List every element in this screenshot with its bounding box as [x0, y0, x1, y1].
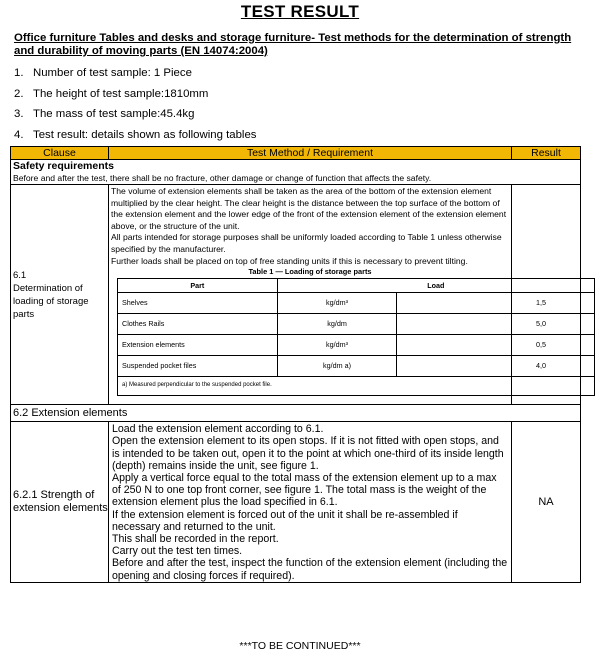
table-row — [11, 160, 581, 185]
header-result: Result — [512, 147, 581, 160]
col-part: Part — [118, 279, 278, 293]
method-line: Apply a vertical force equal to the total mass of the extension element up to a max of 250 N to one top front corner, see figure 1. The total mass is the weight of the extension element plus the load specified in 6.1. — [112, 471, 497, 509]
clause-6-2-1: 6.2.1 Strength of extension elements — [11, 422, 109, 583]
result-6-1 — [512, 185, 581, 405]
col-load: Load — [277, 279, 594, 293]
table-row: Extension elements kg/dm³ 0,5 — [118, 335, 595, 356]
method-line: Before and after the test, inspect the function of the extension element (including the opening and closing forces if required). — [112, 557, 508, 582]
continued-note: ***TO BE CONTINUED*** — [239, 640, 361, 652]
header-method: Test Method / Requirement — [109, 147, 512, 160]
result-6-2-1: NA — [512, 422, 581, 583]
test-result-table — [10, 146, 581, 583]
table-row — [11, 422, 581, 583]
method-line: Load the extension element according to 6.1. — [112, 423, 324, 436]
table-footnote: a) Measured perpendicular to the suspended pocket file. — [118, 377, 595, 396]
para-further-loads: Further loads shall be placed on top of free standing units if this is necessary to prevent tilting. — [111, 255, 468, 266]
clause-6-1: 6.1 Determination of loading of storage parts — [11, 185, 109, 405]
safety-text: Before and after the test, there shall be no fracture, other damage or change of function that affects the safety. — [13, 173, 432, 183]
list-item: 3. The mass of test sample:45.4kg — [14, 108, 195, 120]
summary-list — [14, 66, 574, 148]
list-item: 2. The height of test sample:1810mm — [14, 87, 209, 100]
safety-title: Safety requirements — [13, 160, 114, 172]
list-item: 1. Number of test sample: 1 Piece — [14, 67, 192, 79]
table-row: Clothes Rails kg/dm 5,0 — [118, 314, 595, 335]
method-line: Open the extension element to its open stops. If it is not fitted with open stops, and is intended to be taken out, open it to the point at which one-third of its inside length (depth) remains inside the unit, see figure 1. — [112, 435, 504, 472]
table-row — [11, 405, 581, 422]
para-volume: The volume of extension elements shall be taken as the area of the bottom of the extension element multiplied by the clear height. The clear height is the distance between the top surface of the bottom of the extension element and the lower edge of the front of the extension element of the extension element above, or the structure of the unit. — [111, 186, 507, 231]
header-clause: Clause — [11, 147, 109, 160]
table-row — [11, 185, 581, 405]
list-item: 4. Test result: details shown as following tables — [14, 128, 257, 141]
table1-caption: Table 1 — Loading of storage parts — [248, 267, 372, 277]
method-line: If the extension element is forced out of the unit it shall be re-assembled if necessary and returned to the unit. — [112, 508, 458, 533]
method-line: This shall be recorded in the report. — [112, 532, 279, 545]
page-title: TEST RESULT — [240, 2, 360, 21]
table-row: Shelves kg/dm³ 1,5 — [118, 293, 595, 314]
method-line: Carry out the test ten times. — [112, 545, 243, 558]
standard-title: Office furniture Tables and desks and storage furniture- Test methods for the determination of strength and durability of moving parts (EN 14074:2004) — [14, 32, 572, 57]
section-6-2: 6.2 Extension elements — [11, 405, 581, 422]
table-row: Suspended pocket files kg/dm a) 4,0 — [118, 356, 595, 377]
para-uniform-load: All parts intended for storage purposes shall be uniformly loaded according to Table 1 unless otherwise specified by the manufacturer. — [111, 232, 502, 254]
table-header-row — [11, 147, 581, 160]
